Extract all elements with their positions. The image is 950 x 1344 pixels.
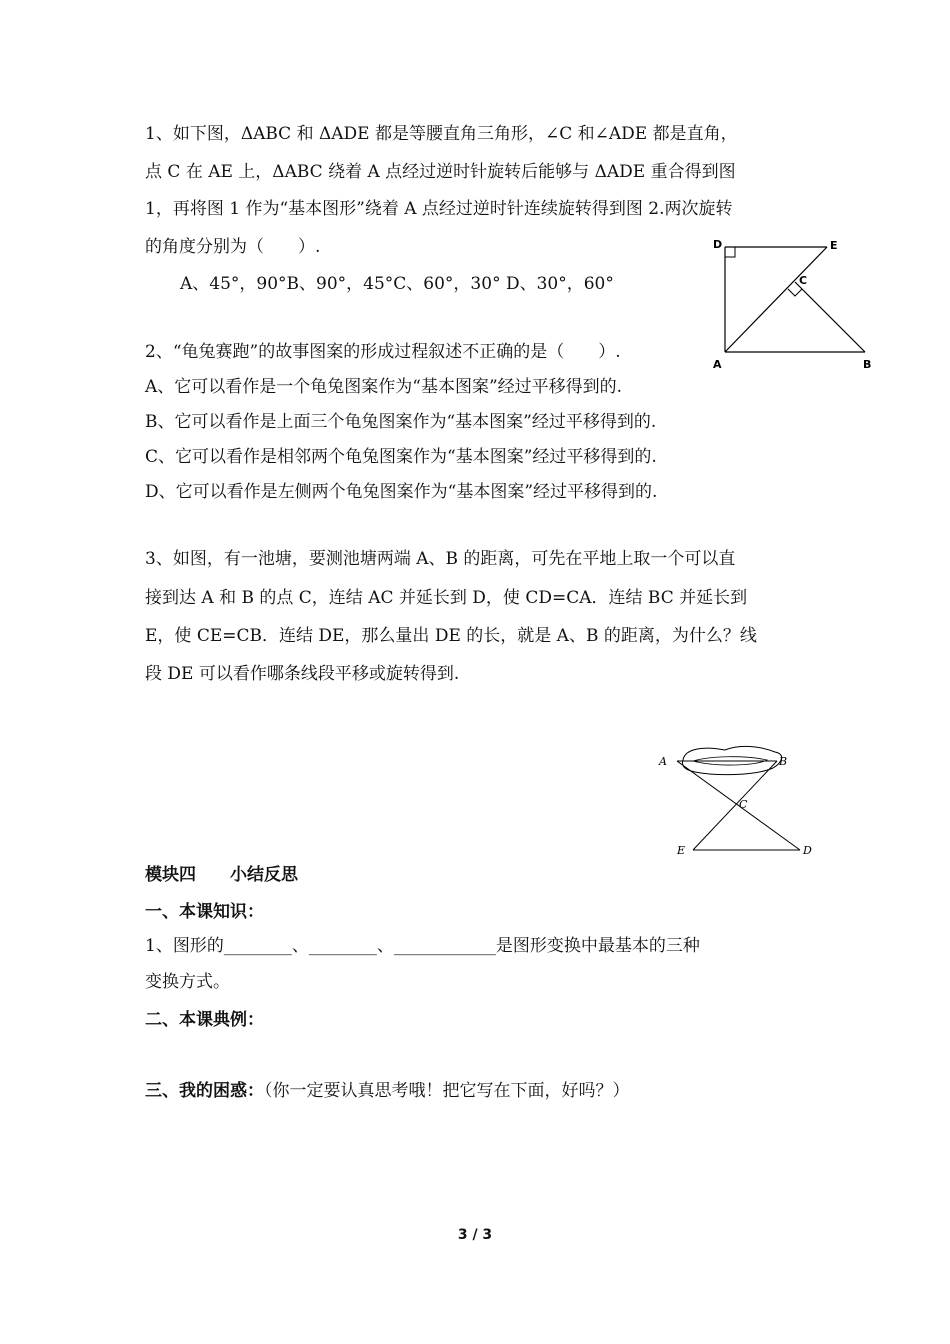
section-confusion-heading: 三、我的困惑：	[145, 1081, 264, 1101]
label-E: E	[677, 844, 686, 857]
label-C: C	[739, 798, 748, 811]
right-angle-mark-C	[788, 289, 802, 296]
segment-CB	[795, 282, 865, 352]
q1-line-3: 1，再将图 1 作为“基本图形”绕着 A 点经过逆时针连续旋转得到图 2.两次旋转	[145, 199, 733, 219]
q1-line-1: 1、如下图，ΔABC 和 ΔADE 都是等腰直角三角形，∠C 和∠ADE 都是直角，	[145, 124, 738, 144]
page-number: 3 / 3	[457, 1227, 493, 1243]
q3-pond-figure	[655, 738, 825, 863]
section-confusion-note: （你一定要认真思考哦！把它写在下面，好吗？）	[264, 1081, 630, 1101]
section-confusion	[145, 1080, 630, 1102]
q3-line-4: 段 DE 可以看作哪条线段平移或旋转得到.	[145, 664, 460, 684]
label-B: B	[863, 358, 872, 371]
q1-line-2: 点 C 在 AE 上，ΔABC 绕着 A 点经过逆时针旋转后能够与 ΔADE 重合得到图	[145, 162, 736, 182]
q2-option-a: A、它可以看作是一个龟兔图案作为“基本图案”经过平移得到的.	[145, 377, 623, 397]
label-B: B	[779, 755, 788, 768]
q1-options: A、45°，90°B、90°，45°C、60°，30° D、30°，60°	[180, 274, 614, 294]
knowledge-line-1: 1、图形的________、________、____________是图形变换中最基本的三种	[145, 936, 700, 956]
knowledge-line-2: 变换方式。	[145, 972, 230, 992]
label-C: C	[799, 274, 808, 287]
q3-line-2: 接到达 A 和 B 的点 C，连结 AC 并延长到 D，使 CD=CA．连结 BC 并延长到	[145, 588, 748, 608]
label-D: D	[803, 844, 812, 857]
q1-line-4: 的角度分别为（ ）.	[145, 237, 321, 257]
label-D: D	[713, 238, 723, 251]
label-A: A	[659, 755, 667, 768]
q2-option-d: D、它可以看作是左侧两个龟兔图案作为“基本图案”经过平移得到的.	[145, 482, 658, 502]
q2-option-b: B、它可以看作是上面三个龟兔图案作为“基本图案”经过平移得到的.	[145, 412, 657, 432]
q3-line-3: E，使 CE=CB．连结 DE，那么量出 DE 的长，就是 A、B 的距离，为什么？线	[145, 626, 757, 646]
q3-line-1: 3、如图，有一池塘，要测池塘两端 A、B 的距离，可先在平地上取一个可以直	[145, 549, 736, 569]
label-A: A	[713, 358, 722, 371]
right-angle-mark-D	[725, 247, 735, 257]
module4-title: 模块四 小结反思	[145, 865, 298, 885]
section-knowledge-heading: 一、本课知识：	[145, 902, 264, 922]
label-E: E	[830, 239, 838, 252]
q1-triangle-figure	[705, 232, 885, 377]
section-examples-heading: 二、本课典例：	[145, 1010, 264, 1030]
q2-option-c: C、它可以看作是相邻两个龟兔图案作为“基本图案”经过平移得到的.	[145, 447, 657, 467]
q2-stem: 2、“龟兔赛跑”的故事图案的形成过程叙述不正确的是（ ）.	[145, 342, 621, 362]
